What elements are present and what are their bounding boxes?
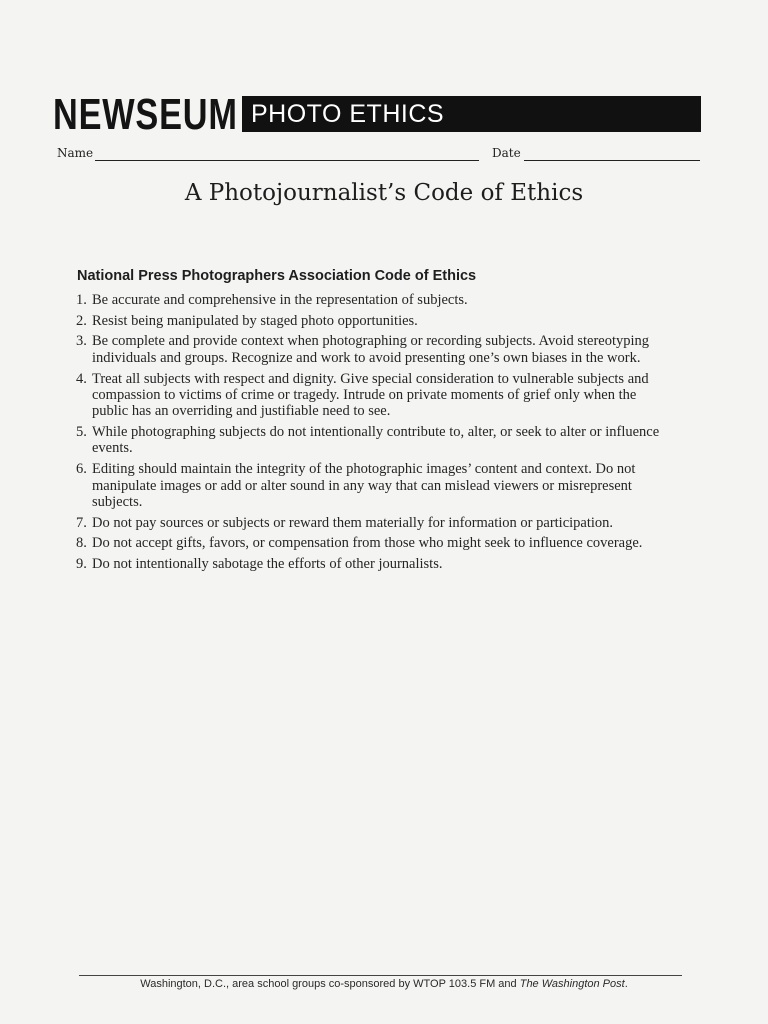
footer-end: . (624, 978, 628, 990)
list-item (76, 424, 676, 457)
list-item-number: 5. (76, 424, 87, 441)
list-item-text: Do not pay sources or subjects or reward them materially for information or participation. (92, 514, 614, 531)
section-heading: National Press Photographers Association Code of Ethics (77, 268, 477, 284)
list-item-number: 4. (76, 370, 87, 387)
page-header (53, 90, 701, 139)
list-item-text: Do not accept gifts, favors, or compensation from those who might seek to influence coverage. (92, 535, 643, 552)
list-item (76, 535, 676, 551)
list-item (76, 556, 676, 572)
list-item (76, 371, 676, 420)
list-item (76, 515, 676, 531)
list-item-text: While photographing subjects do not intentionally contribute to, alter, or seek to alter or influence events. (92, 424, 660, 457)
list-item-number: 8. (76, 535, 87, 552)
footer-publication: The Washington Post (519, 978, 625, 990)
list-item-text: Treat all subjects with respect and dignity. Give special consideration to vulnerable subjects and compassion to victims of crime or tragedy. Intrude on private moments of grief only when the public has an overriding and justifiable need to see. (92, 370, 649, 420)
list-item-number: 9. (76, 556, 87, 573)
list-item-number: 6. (76, 461, 87, 478)
list-item (76, 461, 676, 510)
list-item (76, 292, 676, 308)
photo-ethics-banner (242, 96, 701, 132)
list-item-number: 2. (76, 312, 87, 329)
name-label: Name (57, 146, 94, 160)
list-item-text: Be accurate and comprehensive in the representation of subjects. (92, 292, 468, 308)
list-item-number: 1. (76, 292, 87, 308)
list-item-text: Do not intentionally sabotage the efforts of other journalists. (92, 556, 443, 573)
list-item-text: Editing should maintain the integrity of the photographic images’ content and context. Do not manipulate images or add or alter sound in any way that can mislead viewers or misrepresent subjects. (92, 461, 636, 510)
list-item (76, 333, 676, 366)
name-date-fields (57, 146, 700, 164)
newseum-logo: NEWSEUM (53, 90, 238, 139)
ethics-list (76, 292, 676, 577)
page-title: A Photojournalist’s Code of Ethics (184, 180, 584, 206)
list-item-text: Resist being manipulated by staged photo opportunities. (92, 312, 418, 329)
list-item-number: 7. (76, 514, 87, 531)
list-item (76, 313, 676, 329)
banner-title: PHOTO ETHICS (251, 100, 445, 128)
footer-text: Washington, D.C., area school groups co-sponsored by WTOP 103.5 FM and (140, 978, 520, 990)
name-line[interactable] (95, 160, 479, 161)
footer-rule (79, 975, 682, 976)
list-item-number: 3. (76, 333, 87, 350)
list-item-text: Be complete and provide context when photographing or recording subjects. Avoid stereotyping individuals and groups. Recognize and work to avoid presenting one’s own biases in the work. (92, 333, 650, 366)
date-line[interactable] (524, 160, 700, 161)
footer (0, 978, 768, 990)
date-label: Date (492, 146, 521, 160)
